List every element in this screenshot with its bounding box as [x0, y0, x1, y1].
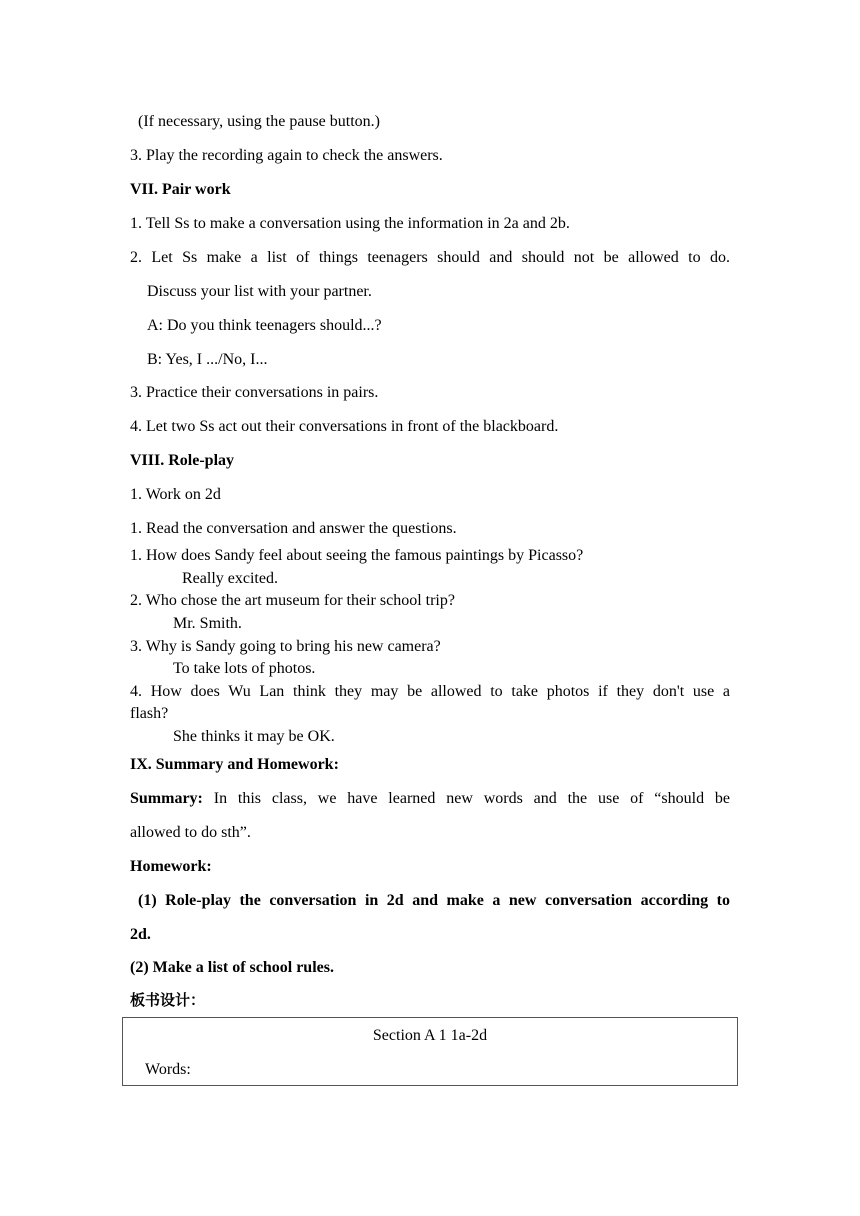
question-3: 3. Why is Sandy going to bring his new camera?: [130, 638, 441, 655]
homework-label: Homework:: [130, 858, 212, 875]
summary-homework-heading: IX. Summary and Homework:: [130, 756, 339, 773]
summary-text: In this class, we have learned new words and the use of “should be: [213, 790, 731, 807]
pair-work-step-2: 2. Let Ss make a list of things teenagers should and should not be allowed to do.: [130, 249, 730, 266]
question-4-continued: flash?: [130, 705, 169, 722]
pair-work-step-1: 1. Tell Ss to make a conversation using the information in 2a and 2b.: [130, 215, 570, 232]
answer-4: She thinks it may be OK.: [173, 728, 335, 745]
summary-text-continued: allowed to do sth”.: [130, 824, 251, 841]
pair-work-heading: VII. Pair work: [130, 181, 231, 198]
answer-1: Really excited.: [182, 570, 278, 587]
pair-work-step-3: 3. Practice their conversations in pairs.: [130, 384, 379, 401]
role-play-step-1: 1. Work on 2d: [130, 486, 221, 503]
answer-3: To take lots of photos.: [173, 660, 316, 677]
dialog-line-b: B: Yes, I .../No, I...: [147, 351, 268, 368]
dialog-line-a: A: Do you think teenagers should...?: [147, 317, 382, 334]
board-title: Section A 1 1a-2d: [372, 1027, 488, 1044]
homework-item-1: (1) Role-play the conversation in 2d and make a new conversation according to: [138, 892, 730, 909]
pair-work-step-4: 4. Let two Ss act out their conversations in front of the blackboard.: [130, 418, 559, 435]
board-design-box: [122, 1017, 738, 1086]
board-design-label: 板书设计：: [130, 991, 206, 1009]
summary-paragraph: [130, 789, 730, 809]
step-play-again: 3. Play the recording again to check the answers.: [130, 147, 443, 164]
role-play-read-instruction: 1. Read the conversation and answer the questions.: [130, 520, 457, 537]
answer-2: Mr. Smith.: [173, 615, 242, 632]
board-words-label: Words:: [145, 1061, 191, 1078]
question-4: 4. How does Wu Lan think they may be allowed to take photos if they don't use a: [130, 683, 730, 700]
question-2: 2. Who chose the art museum for their school trip?: [130, 592, 455, 609]
homework-item-1-continued: 2d.: [130, 926, 151, 943]
question-1: 1. How does Sandy feel about seeing the famous paintings by Picasso?: [130, 547, 584, 564]
pair-work-step-2-continued: Discuss your list with your partner.: [147, 283, 372, 300]
role-play-heading: VIII. Role-play: [130, 452, 235, 469]
homework-item-2: (2) Make a list of school rules.: [130, 959, 334, 976]
pause-note: (If necessary, using the pause button.): [138, 113, 380, 130]
summary-label: Summary:: [130, 790, 203, 807]
